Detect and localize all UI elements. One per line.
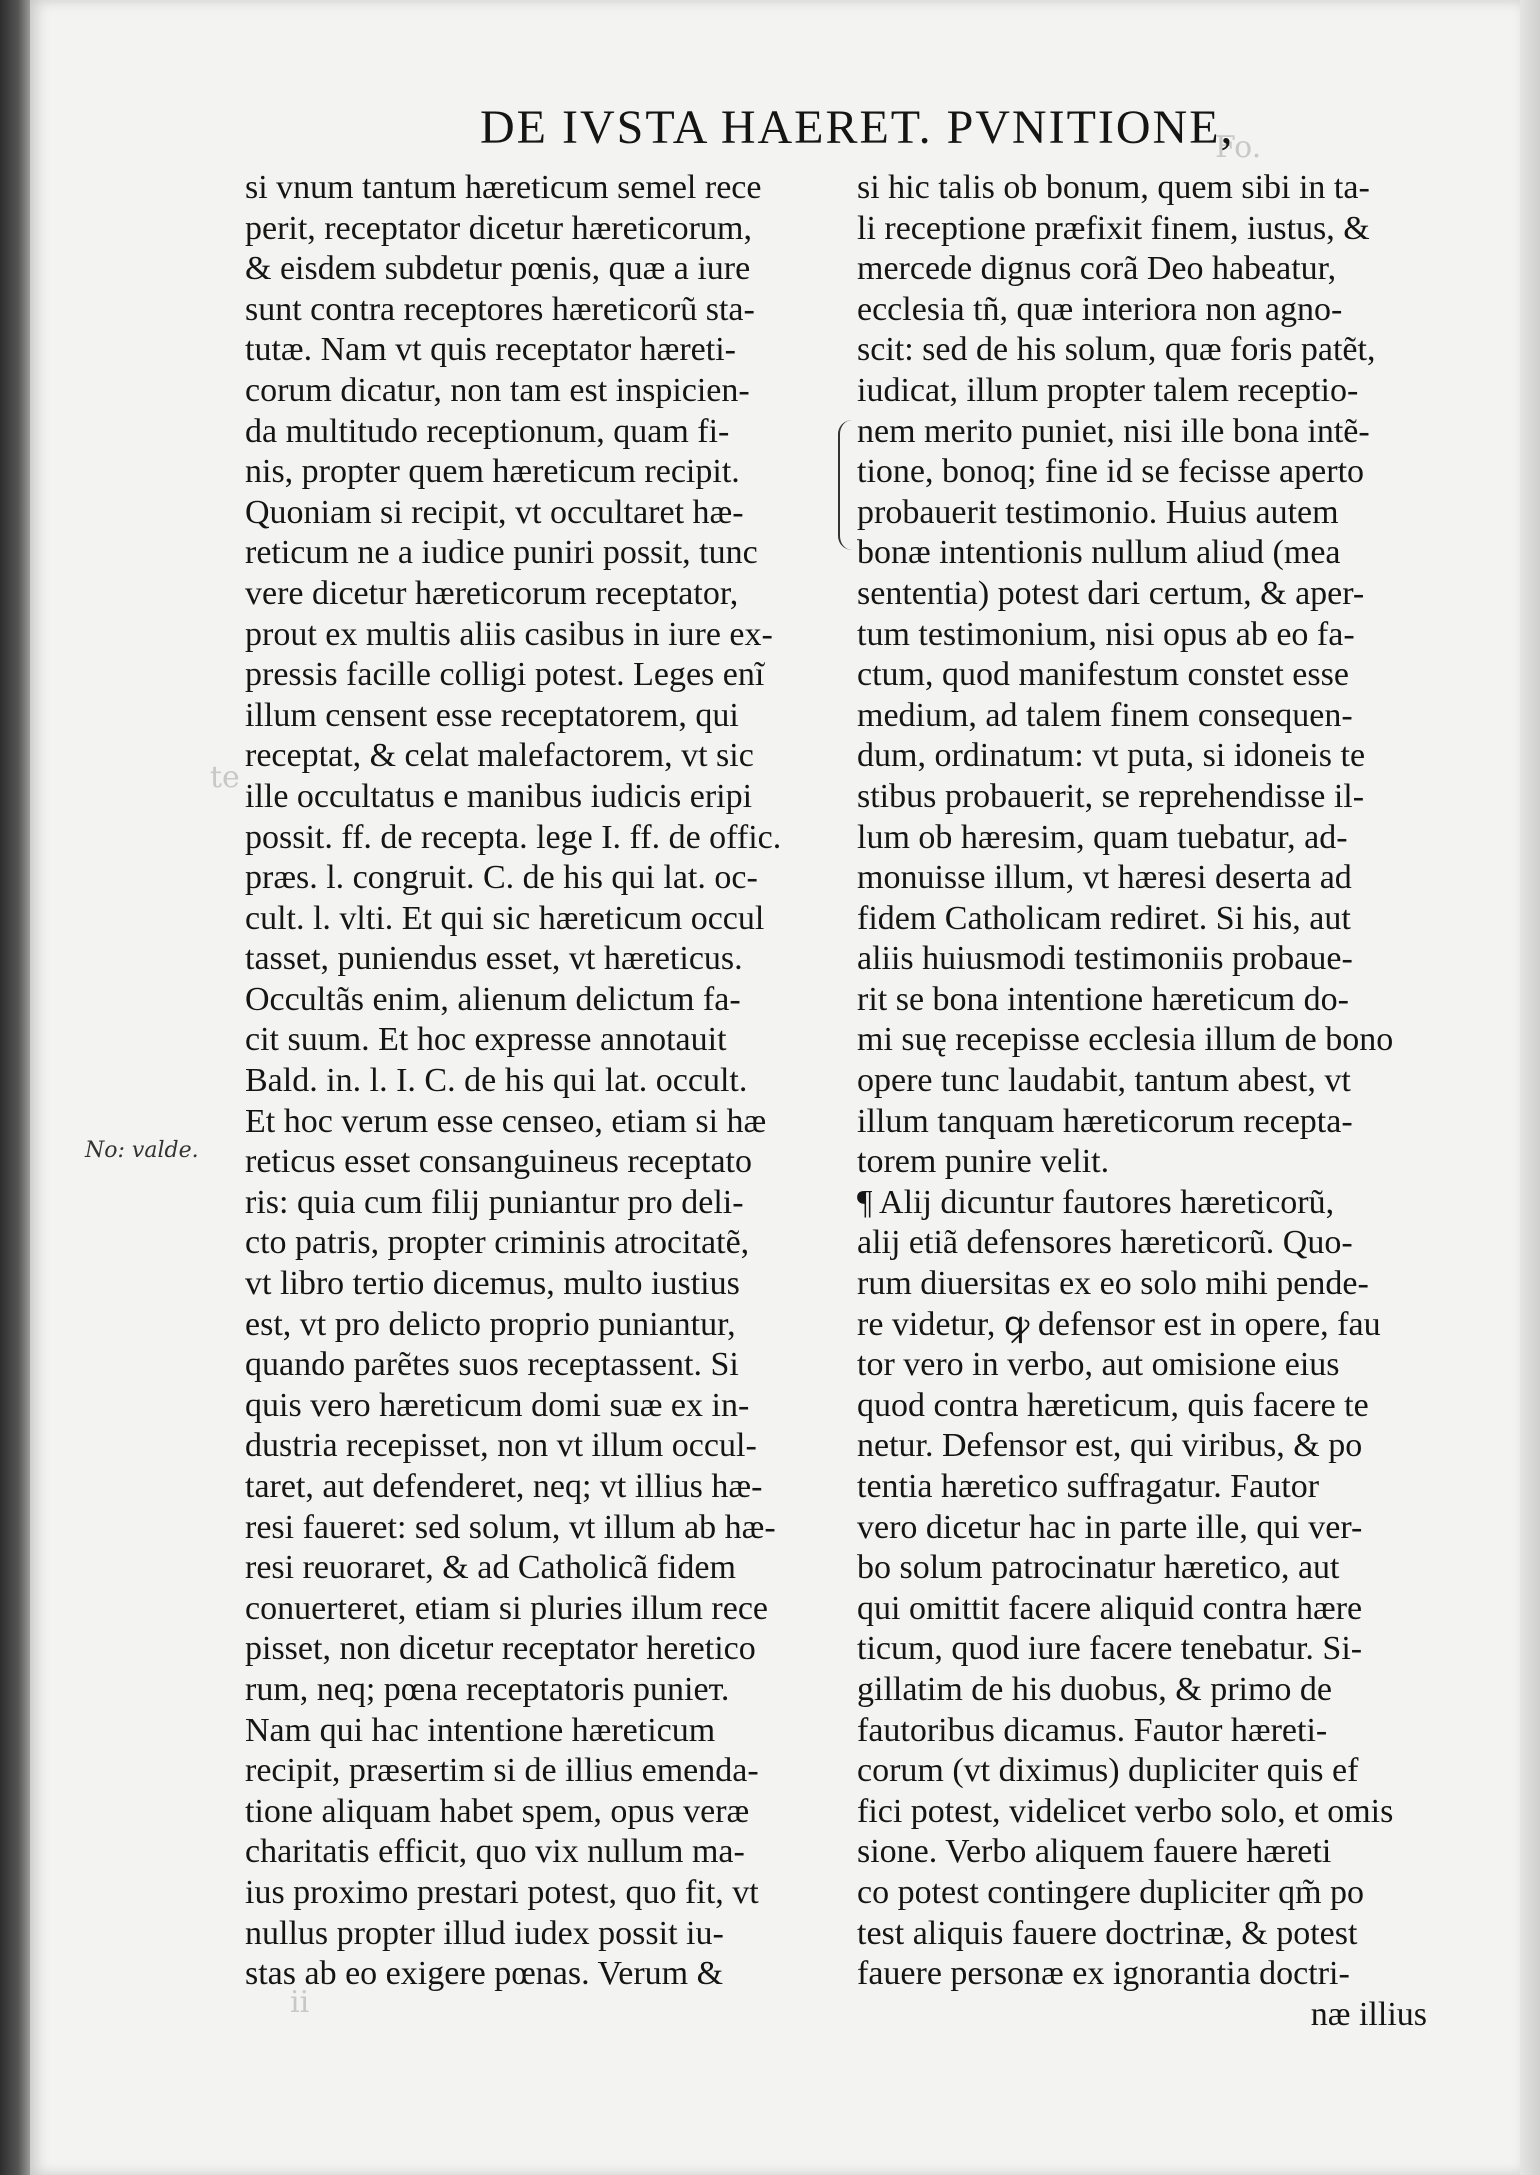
text-line: tasset, puniendus esset, vt hæreticus. xyxy=(245,940,743,978)
text-line: fici potest, videlicet verbo solo, et omis xyxy=(857,1792,1394,1830)
bleed-through-mark: te xyxy=(210,760,240,795)
text-line: fautoribus dicamus. Fautor hæreti- xyxy=(857,1711,1328,1749)
text-line: opere tunc laudabit, tantum abest, vt xyxy=(857,1062,1351,1100)
text-line: pressis facille colligi potest. Leges enĩ xyxy=(245,656,765,694)
text-line: cult. l. vlti. Et qui sic hæreticum occul xyxy=(245,899,765,937)
text-line: Nam qui hac intentione hæreticum xyxy=(245,1711,716,1749)
text-line: sunt contra receptores hæreticorũ sta- xyxy=(245,290,755,328)
text-line: vere dicetur hæreticorum receptator, xyxy=(245,574,739,612)
text-line: illum censent esse receptatorem, qui xyxy=(245,696,739,734)
text-line: stibus probauerit, se reprehendisse il- xyxy=(857,777,1365,815)
text-line: da multitudo receptionum, quam fi- xyxy=(245,412,730,450)
handwritten-bracket xyxy=(838,420,856,550)
text-line: tum testimonium, nisi opus ab eo fa- xyxy=(857,615,1355,653)
text-line: perit, receptator dicetur hæreticorum, xyxy=(245,209,752,247)
text-line: illum tanquam hæreticorum recepta- xyxy=(857,1102,1353,1140)
text-line: gillatim de his duobus, & primo de xyxy=(857,1670,1333,1708)
text-line: rit se bona intentione hæreticum do- xyxy=(857,980,1349,1018)
text-line: ecclesia tñ, quæ interiora non agno- xyxy=(857,290,1343,328)
text-line: possit. ff. de recepta. lege I. ff. de offic. xyxy=(245,818,782,856)
text-line: receptat, & celat malefactorem, vt sic xyxy=(245,737,754,775)
text-line: quando parẽtes suos receptassent. Si xyxy=(245,1346,739,1384)
text-line: reticus esset consanguineus receptato xyxy=(245,1143,752,1181)
text-line: stas ab eo exigere pœnas. Verum & xyxy=(245,1955,724,1993)
text-line: & eisdem subdetur pœnis, quæ a iure xyxy=(245,250,751,288)
text-line: præs. l. congruit. C. de his qui lat. oc- xyxy=(245,859,758,897)
text-line: taret, aut defenderet, neq; vt illius hæ- xyxy=(245,1468,763,1505)
text-line: ¶ Alij dicuntur fautores hæreticorũ, xyxy=(857,1183,1335,1221)
text-line: netur. Defensor est, qui viribus, & po xyxy=(857,1427,1363,1465)
text-line: scit: sed de his solum, quæ foris patẽt, xyxy=(857,331,1376,369)
text-line: sione. Verbo aliquem fauere hæreti xyxy=(857,1833,1332,1871)
text-line: nem merito puniet, nisi ille bona intẽ- xyxy=(857,412,1370,450)
text-line: fauere personæ ex ignorantia doctri- xyxy=(857,1955,1350,1993)
text-line: nis, propter quem hæreticum recipit. xyxy=(245,453,740,491)
text-line: dum, ordinatum: vt puta, si idoneis te xyxy=(857,737,1366,775)
text-line: re videtur, ꝙ defensor est in opere, fau xyxy=(857,1305,1381,1343)
text-line: tione, bonoq; fine id se fecisse aperto xyxy=(857,453,1365,491)
book-spine-shadow xyxy=(0,0,30,2175)
bleed-through-mark: ii xyxy=(290,1985,310,2020)
text-line: quod contra hæreticum, quis facere te xyxy=(857,1386,1369,1424)
text-line: ille occultatus e manibus iudicis eripi xyxy=(245,777,753,815)
text-line: Et hoc verum esse censeo, etiam si hæ xyxy=(245,1102,767,1140)
running-header: DE IVSTA HAERET. PVNITIONE, xyxy=(480,101,1235,154)
text-line: reticum ne a iudice puniri possit, tunc xyxy=(245,534,758,572)
text-line: bo solum patrocinatur hæretico, aut xyxy=(857,1549,1340,1587)
bleed-through-mark: Fo. xyxy=(1215,130,1262,165)
text-line: Occultãs enim, alienum delictum fa- xyxy=(245,980,741,1018)
text-line: tione aliquam habet spem, opus veræ xyxy=(245,1792,750,1830)
text-line: vt libro tertio dicemus, multo iustius xyxy=(245,1265,740,1303)
marginal-annotation: No: valde. xyxy=(85,1138,199,1163)
text-line: mercede dignus corã Deo habeatur, xyxy=(857,250,1337,288)
text-line: test aliquis fauere doctrinæ, & potest xyxy=(857,1914,1358,1952)
text-line: qui omittit facere aliquid contra hære xyxy=(857,1589,1363,1627)
text-line: cto patris, propter criminis atrocitatẽ, xyxy=(245,1224,750,1262)
text-line: iudicat, illum propter talem receptio- xyxy=(857,371,1359,409)
text-line: lum ob hæresim, quam tuebatur, ad- xyxy=(857,818,1348,856)
text-line: probauerit testimonio. Huius autem xyxy=(857,493,1339,531)
text-line: recipit, præsertim si de illius emenda- xyxy=(245,1752,759,1790)
text-line: aliis huiusmodi testimoniis probaue- xyxy=(857,940,1353,978)
text-line: vero dicetur hac in parte ille, qui ver- xyxy=(857,1508,1363,1546)
text-line: sententia) potest dari certum, & aper- xyxy=(857,574,1365,612)
text-line: bonæ intentionis nullum aliud (mea xyxy=(857,534,1341,572)
text-line: Quoniam si recipit, vt occultaret hæ- xyxy=(245,493,744,531)
text-line: medium, ad talem finem consequen- xyxy=(857,696,1353,734)
text-line: tor vero in verbo, aut omisione eius xyxy=(857,1346,1340,1384)
text-line: fidem Catholicam rediret. Si his, aut xyxy=(857,899,1351,937)
left-text-column xyxy=(245,168,805,1995)
text-line: dustria recepisset, non vt illum occul- xyxy=(245,1427,757,1465)
text-line: li receptione præfixit finem, iustus, & xyxy=(857,209,1370,247)
text-line: corum (vt diximus) dupliciter quis ef xyxy=(857,1752,1359,1790)
text-line: ticum, quod iure facere tenebatur. Si- xyxy=(857,1630,1363,1668)
right-text-column xyxy=(857,168,1442,2035)
text-line: co potest contingere dupliciter qm̃ po xyxy=(857,1873,1365,1911)
text-line: ris: quia cum filij puniantur pro deli- xyxy=(245,1183,744,1221)
text-line: torem punire velit. xyxy=(857,1143,1110,1181)
text-line: charitatis efficit, quo vix nullum ma- xyxy=(245,1833,745,1871)
text-line: quis vero hæreticum domi suæ ex in- xyxy=(245,1386,750,1424)
text-line: resi faueret: sed solum, vt illum ab hæ- xyxy=(245,1508,776,1546)
text-line: ius proximo prestari potest, quo fit, vt xyxy=(245,1873,759,1911)
text-line: rum diuersitas ex eo solo mihi pende- xyxy=(857,1265,1369,1303)
text-line: nullus propter illud iudex possit iu- xyxy=(245,1914,724,1952)
text-line: cit suum. Et hoc expresse annotauit xyxy=(245,1021,727,1059)
text-line: resi reuoraret, & ad Catholicã fidem xyxy=(245,1549,736,1587)
text-line: mi suę recepisse ecclesia illum de bono xyxy=(857,1021,1394,1059)
text-line: prout ex multis aliis casibus in iure ex- xyxy=(245,615,773,653)
text-line: næ illius xyxy=(1310,1995,1427,2033)
text-line: rum, neq; pœna receptatoris punieт. xyxy=(245,1670,730,1708)
text-line: corum dicatur, non tam est inspicien- xyxy=(245,371,750,409)
text-line: Bald. in. l. I. C. de his qui lat. occult. xyxy=(245,1062,748,1100)
text-line: est, vt pro delicto proprio puniantur, xyxy=(245,1305,736,1343)
page-edge xyxy=(1520,0,1540,2175)
text-line: si vnum tantum hæreticum semel rece xyxy=(245,169,762,206)
text-line: tutæ. Nam vt quis receptator hæreti- xyxy=(245,331,736,369)
text-line: alij etiã defensores hæreticorũ. Quo- xyxy=(857,1224,1353,1262)
text-line: conuerteret, etiam si pluries illum rece xyxy=(245,1589,769,1627)
text-line: ctum, quod manifestum constet esse xyxy=(857,656,1349,694)
text-line: si hic talis ob bonum, quem sibi in ta- xyxy=(857,169,1370,206)
text-line: monuisse illum, vt hæresi deserta ad xyxy=(857,859,1352,897)
text-line: tentia hæretico suffragatur. Fautor xyxy=(857,1468,1320,1505)
text-line: pisset, non dicetur receptator heretico xyxy=(245,1630,756,1668)
